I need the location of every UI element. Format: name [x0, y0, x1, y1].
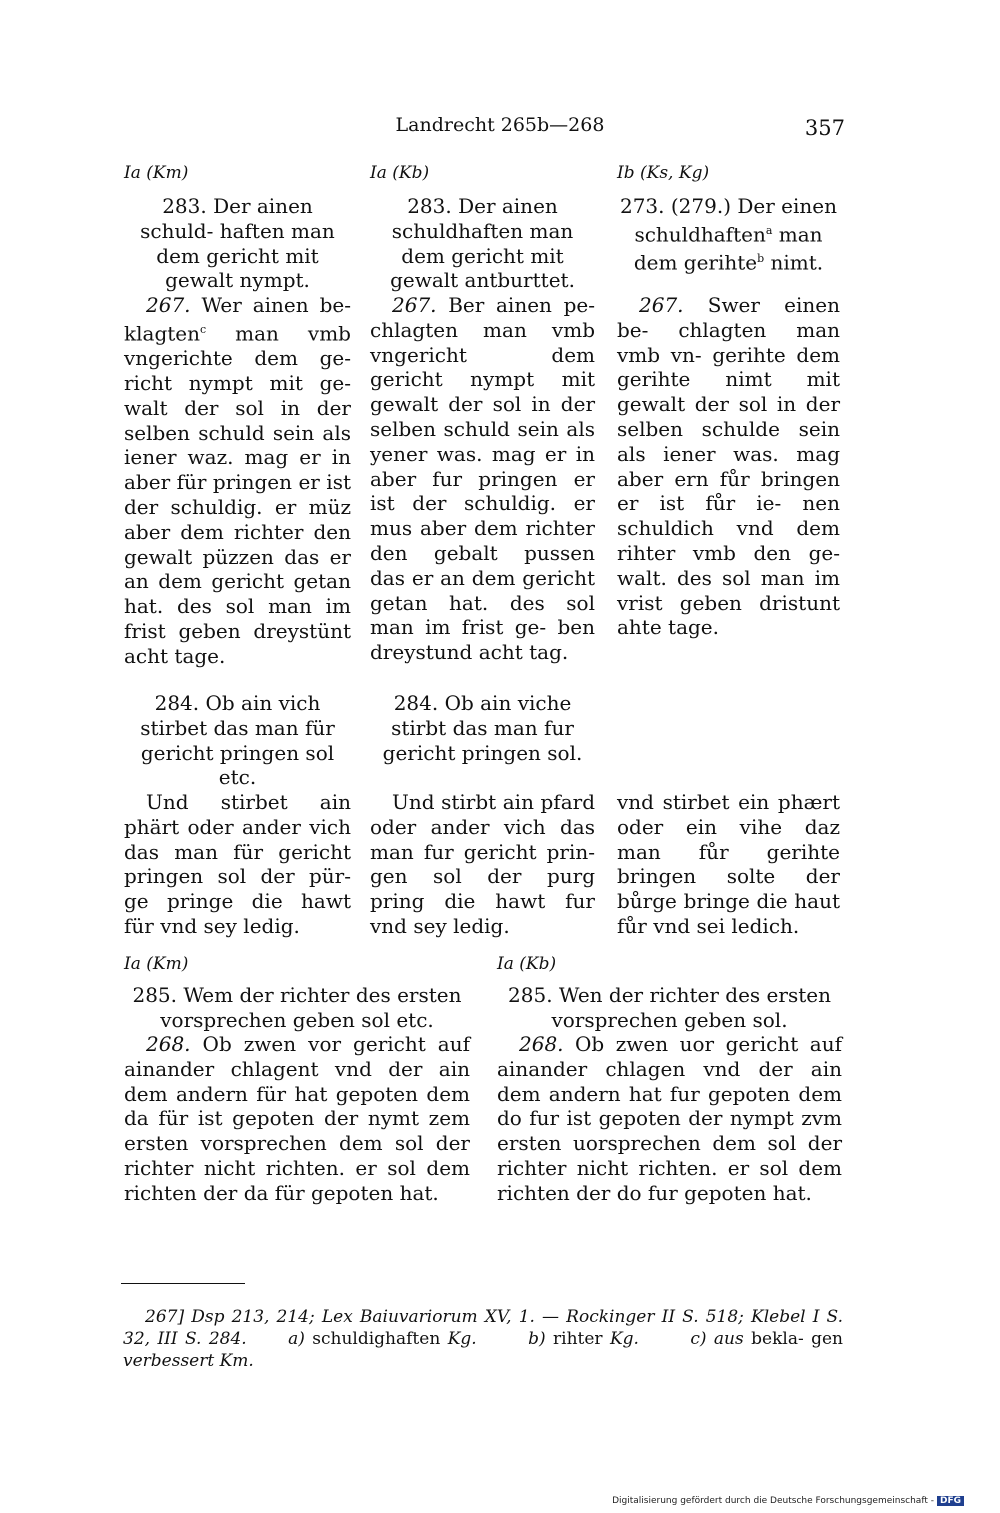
footnote-variant: rihter: [545, 1329, 610, 1349]
section-number: 267.: [639, 293, 684, 317]
section-number: 267.: [146, 293, 191, 317]
column-label-3: Ib (Ks, Kg): [617, 163, 710, 183]
footnote-mark-a: a: [765, 223, 773, 237]
section-heading-285-kb: 285. Wen der richter des ersten vorsprechen geben sol.: [508, 983, 831, 1032]
section-text-267-kb: [370, 293, 595, 665]
footnote-sources: Dsp 213, 214; Lex Baiuvariorum XV, 1. — Rockinger II S. 518; Klebel I S. 32, III S. 284.: [123, 1307, 843, 1349]
section-text-284-kb: Und stirbt ain pfard oder ander vich das man fur gericht prin- gen sol der purg pring die hawt fur vnd sey ledig.: [370, 790, 595, 938]
section-heading-284-km: 284. Ob ain vich stirbet das man für gericht pringen sol etc.: [140, 691, 335, 790]
section-heading-285-km: 285. Wem der richter des ersten vorsprechen geben sol etc.: [132, 983, 462, 1032]
text-part: man dem gerihte: [633, 222, 823, 275]
section-heading-283-kb: 283. Der ainen schuldhaften man dem gericht mit gewalt antburttet.: [390, 194, 575, 293]
footnote-rule: [121, 1283, 245, 1284]
dfg-logo: DFG: [937, 1496, 964, 1506]
text-part: 273. (279.) Der einen schuldhaften: [619, 194, 837, 247]
bottom-label-1: Ia (Km): [124, 954, 189, 974]
text-part: Ob zwen vor gericht auf ainander chlagent vnd der ain dem andern für hat gepoten dem da für ist gepoten der nymt zem ersten vorsprechen dem sol der richter nicht richten. er sol dem richten der da für gepoten hat.: [124, 1032, 470, 1205]
digitization-credit: [612, 1496, 964, 1506]
section-text-268-kb: [497, 1032, 842, 1206]
footnote-mark-a: a): [288, 1329, 305, 1349]
section-text-267-km: [124, 293, 351, 669]
section-number: 267.: [392, 293, 437, 317]
footnote-mark-c: c: [200, 322, 207, 336]
section-heading-284-kb: 284. Ob ain viche stirbt das man fur gericht pringen sol.: [382, 691, 583, 765]
section-heading-273-ks: [617, 194, 840, 276]
section-text-267-ks: [617, 293, 840, 640]
column-label-2: Ia (Kb): [370, 163, 430, 183]
footnote-siglum: Kg.: [609, 1329, 639, 1349]
footnote-mark-c: c) aus: [690, 1329, 744, 1349]
section-text-268-km: [124, 1032, 470, 1206]
footnote-mark-b: b: [757, 252, 765, 266]
credit-text: Digitalisierung gefördert durch die Deutsche Forschungsgemeinschaft -: [612, 1496, 934, 1506]
section-text-ks-2: vnd stirbet ein phært oder ein vihe daz man fůr gerihte bringen solte der bůrge bringe die haut fůr vnd sei ledich.: [617, 790, 840, 938]
footnote-variant: schuldighaften: [304, 1329, 448, 1349]
footnote-mark-b: b): [528, 1329, 546, 1349]
page-number: 357: [804, 116, 845, 140]
footnote: [123, 1306, 843, 1372]
text-part: Ber ainen pe- chlagten man vmb vngericht dem gericht nympt mit gewalt der sol in der selben schuld sein als yener was. mag er in aber fur pringen er ist der schuldig. er mus aber dem richter den gebalt pussen das er an dem gericht getan hat. des sol man im frist ge- ben dreystund acht tag.: [370, 293, 595, 665]
text-part: Ob zwen uor gericht auf ainander chlagen vnd der ain dem andern hat fur gepoten dem do fur ist gepoten der nympt zvm ersten uorsprechen dem sol der richter nicht richten. er sol dem richten der do fur gepoten hat.: [497, 1032, 842, 1205]
section-number: 268.: [146, 1032, 191, 1056]
running-header: Landrecht 265b—268: [395, 114, 605, 136]
text-part: nimt.: [764, 250, 824, 275]
text-part: Wer ainen be- klagten: [124, 293, 351, 346]
footnote-variant: bekla- gen: [743, 1329, 843, 1349]
footnote-siglum: Kg.: [447, 1329, 477, 1349]
section-heading-283-km: 283. Der ainen schuld- haften man dem gericht mit gewalt nympt.: [140, 194, 335, 293]
text-part: man vmb vngerichte dem ge- richt nympt mit ge- walt der sol in der selben schuld sein als iener waz. mag er in aber für pringen er ist der schuldig. er müz aber dem richter den gewalt püzzen das er an dem gericht getan hat. des sol man im frist geben dreystünt acht tage.: [124, 321, 351, 668]
footnote-ref: 267]: [145, 1307, 185, 1327]
section-number: 268.: [519, 1032, 564, 1056]
footnote-siglum: verbessert Km.: [123, 1351, 254, 1371]
column-label-1: Ia (Km): [124, 163, 189, 183]
section-text-284-km: Und stirbet ain phärt oder ander vich das man für gericht pringen sol der pür- ge pringe die hawt für vnd sey ledig.: [124, 790, 351, 938]
text-part: Swer einen be- chlagten man vmb vn- gerihte dem gerihte nimt mit gewalt der sol in der selben schulde sein als iener was. mag aber ern fůr bringen er ist fůr ie- nen schuldich vnd dem rihter vmb den ge- walt. des sol man im vrist geben dristunt ahte tage.: [617, 293, 840, 640]
bottom-label-2: Ia (Kb): [497, 954, 557, 974]
